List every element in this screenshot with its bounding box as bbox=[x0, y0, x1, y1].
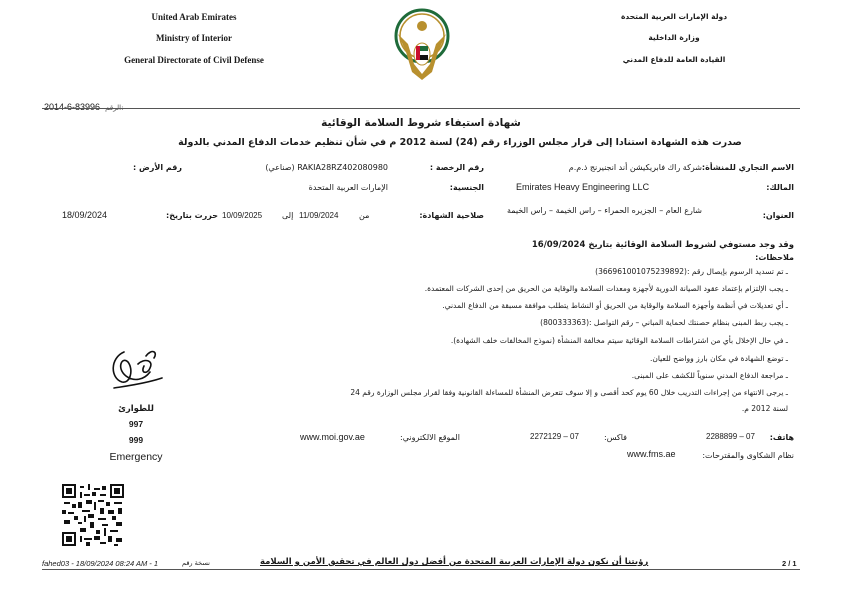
owner-value: Emirates Heavy Engineering LLC bbox=[516, 182, 650, 192]
signature-image bbox=[104, 344, 168, 394]
phone-label: هاتف: bbox=[769, 433, 794, 442]
footer-divider bbox=[42, 569, 800, 570]
owner-label: المالك: bbox=[766, 183, 794, 192]
emergency-label-ar: للطوارئ bbox=[118, 404, 154, 414]
header-directorate-en: General Directorate of Civil Defense bbox=[124, 55, 264, 65]
qr-code bbox=[62, 484, 124, 546]
notes-title: ملاحظات: bbox=[755, 253, 794, 262]
note-item: ـ توضع الشهادة في مكان بارز وواضح للعيان. bbox=[649, 354, 788, 363]
nationality-label: الجنسية: bbox=[449, 183, 484, 192]
note-item: لسنة 2012 م. bbox=[741, 404, 788, 413]
uae-emblem-logo bbox=[384, 4, 460, 84]
validity-to-date: 10/09/2025 bbox=[222, 211, 263, 220]
land-number-label: رقم الأرض : bbox=[133, 163, 182, 172]
trade-name-label: الاسم التجاري للمنشأة: bbox=[701, 163, 794, 172]
emergency-number-997: 997 bbox=[128, 419, 144, 429]
certificate-title: شهادة استيفاء شروط السلامة الوقائية bbox=[321, 117, 521, 129]
header-divider bbox=[42, 108, 800, 109]
note-item: ـ تم تسديد الرسوم بإيصال رقم :(366961001075239892) bbox=[595, 267, 788, 276]
header-directorate-ar: القيادة العامة للدفاع المدني bbox=[622, 55, 726, 64]
reference-label: الرقم: bbox=[105, 104, 124, 112]
trade-name-value: شركة راك فابريكيشن أند انجنيرنج ذ.م.م bbox=[568, 163, 702, 172]
website-label: الموقع الالكتروني: bbox=[400, 433, 460, 442]
header-ministry-en: Ministry of Interior bbox=[156, 33, 232, 43]
compliance-statement: وقد وجد مستوفي لشروط السلامة الوقائية بتاريخ 16/09/2024 bbox=[531, 240, 794, 250]
validity-from-date: 11/09/2024 bbox=[299, 211, 339, 220]
website-link[interactable]: www.moi.gov.ae bbox=[300, 432, 365, 442]
license-value: RAKIA28RZ402080980 (صناعي) bbox=[265, 163, 388, 172]
note-item: ـ مراجعة الدفاع المدني سنوياً للكشف على المبنى. bbox=[631, 371, 788, 380]
fax-label: فاكس: bbox=[604, 433, 627, 442]
note-item: ـ يرجى الانتهاء من إجراءات التدريب خلال 60 يوم كحد أقصى و إلا سوف تتعرض المنشأة للمساءلة القانونية وفقا لقرار مجلس الوزارة رقم 24 bbox=[350, 388, 788, 397]
complaints-link[interactable]: www.fms.ae bbox=[627, 449, 676, 459]
reference-number: 2014-6-83996 bbox=[44, 102, 101, 112]
certificate-subtitle: صدرت هذه الشهادة استنادا إلى قرار مجلس الوزراء رقم (24) لسنة 2012 م في شأن تنظيم خدمات الدفاع المدني بالدولة bbox=[178, 137, 742, 148]
note-item: ـ أي تعديلات في أنظمة وأجهزة السلامة والوقاية من الحريق أو النشاط يتطلب موافقة مسبقة من الدفاع المدني. bbox=[442, 301, 788, 310]
fax-number: 2272129 – 07 bbox=[530, 432, 579, 441]
emergency-label-en: Emergency bbox=[109, 451, 163, 463]
issued-date: 18/09/2024 bbox=[62, 210, 108, 220]
printed-by: fahed03 - 18/09/2024 08:24 AM - 1 bbox=[42, 559, 159, 568]
validity-from-label: من bbox=[359, 211, 370, 220]
page-number: 2 / 1 bbox=[782, 559, 797, 568]
note-item: ـ في حال الإخلال بأي من اشتراطات السلامة الوقائية سيتم مخالفة المنشأة (نموذج المخالفات خلف الشهادة). bbox=[450, 336, 788, 345]
emergency-number-999: 999 bbox=[128, 435, 144, 445]
note-item: ـ يجب ربط المبنى بنظام حصنتك لحماية المباني – رقم التواصل :(800333363) bbox=[540, 318, 788, 327]
validity-to-label: إلى bbox=[282, 211, 294, 220]
complaints-label: نظام الشكاوى والمقترحات: bbox=[702, 451, 794, 460]
phone-number: 2288899 – 07 bbox=[706, 432, 755, 441]
reference-row bbox=[44, 95, 123, 114]
issued-label: حررت بتاريخ: bbox=[166, 211, 219, 220]
vision-statement: رؤيتنا أن نكون دولة الإمارات العربية المتحدة من أفضل دول العالم في تحقيق الأمن و السلامة bbox=[260, 557, 649, 567]
validity-label: صلاحية الشهادة: bbox=[419, 211, 484, 220]
address-value: شارع العام – الجزيره الحمراء – راس الخيمة – راس الخيمة bbox=[506, 206, 702, 215]
copy-number-label: نسخة رقم bbox=[182, 559, 210, 567]
header-country-en: United Arab Emirates bbox=[151, 12, 237, 22]
address-label: العنوان: bbox=[762, 211, 794, 220]
nationality-value: الإمارات العربية المتحدة bbox=[308, 183, 388, 192]
header-ministry-ar: وزارة الداخلية bbox=[648, 33, 700, 42]
header-country-ar: دولة الإمارات العربية المتحدة bbox=[620, 12, 728, 21]
license-label: رقم الرخصة : bbox=[429, 163, 484, 172]
note-item: ـ يجب الإلتزام بإعتماد عقود الصيانة الدورية لأجهزة ومعدات السلامة والوقاية من الحريق من إحدى الشركات المعتمدة. bbox=[424, 284, 788, 293]
